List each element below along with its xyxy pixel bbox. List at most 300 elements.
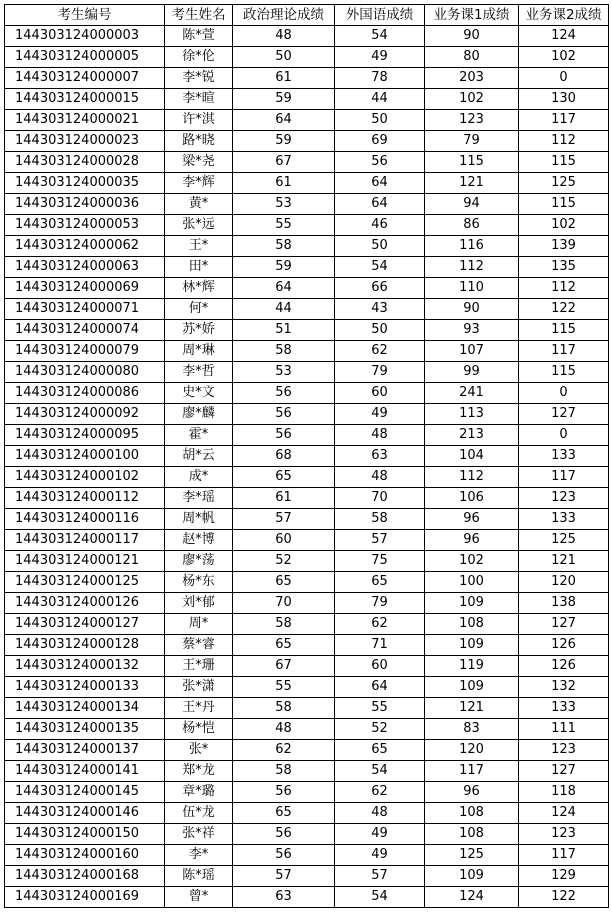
subject1-score-cell: 121 [425, 173, 519, 194]
subject1-score-cell: 83 [425, 719, 519, 740]
candidate-name-cell: 张*祥 [165, 824, 233, 845]
candidate-name-cell: 苏*娇 [165, 320, 233, 341]
table-row [5, 131, 609, 152]
foreign-language-score-cell: 62 [335, 782, 425, 803]
subject1-score-cell: 96 [425, 509, 519, 530]
subject1-score-cell: 96 [425, 782, 519, 803]
politics-score-cell: 67 [233, 656, 335, 677]
candidate-id-cell: 144303124000141 [5, 761, 165, 782]
table-row [5, 236, 609, 257]
table-row [5, 467, 609, 488]
candidate-name-cell: 蔡*睿 [165, 635, 233, 656]
candidate-name-cell: 李*哲 [165, 362, 233, 383]
subject2-score-cell: 117 [519, 110, 609, 131]
table-row [5, 551, 609, 572]
table-row [5, 341, 609, 362]
subject2-score-cell: 117 [519, 845, 609, 866]
candidate-id-cell: 144303124000028 [5, 152, 165, 173]
politics-score-cell: 63 [233, 887, 335, 908]
politics-score-cell: 58 [233, 698, 335, 719]
politics-score-cell: 59 [233, 131, 335, 152]
subject2-score-cell: 123 [519, 824, 609, 845]
subject2-score-cell: 117 [519, 467, 609, 488]
politics-score-cell: 58 [233, 236, 335, 257]
table-row [5, 782, 609, 803]
subject2-score-cell: 139 [519, 236, 609, 257]
table-row [5, 824, 609, 845]
subject1-score-cell: 90 [425, 26, 519, 47]
candidate-name-cell: 路*晓 [165, 131, 233, 152]
subject1-score-cell: 109 [425, 866, 519, 887]
subject1-score-cell: 121 [425, 698, 519, 719]
candidate-id-cell: 144303124000080 [5, 362, 165, 383]
candidate-id-cell: 144303124000053 [5, 215, 165, 236]
subject2-score-cell: 133 [519, 509, 609, 530]
table-row [5, 278, 609, 299]
foreign-language-score-cell: 64 [335, 677, 425, 698]
politics-score-cell: 61 [233, 68, 335, 89]
foreign-language-score-cell: 65 [335, 740, 425, 761]
table-row [5, 257, 609, 278]
candidate-id-cell: 144303124000102 [5, 467, 165, 488]
subject2-score-cell: 115 [519, 194, 609, 215]
candidate-id-cell: 144303124000160 [5, 845, 165, 866]
table-row [5, 320, 609, 341]
candidate-name-cell: 杨*恺 [165, 719, 233, 740]
subject2-score-cell: 118 [519, 782, 609, 803]
subject1-score-cell: 115 [425, 152, 519, 173]
subject2-score-cell: 115 [519, 152, 609, 173]
table-row [5, 635, 609, 656]
candidate-name-cell: 霍* [165, 425, 233, 446]
candidate-id-cell: 144303124000121 [5, 551, 165, 572]
politics-score-cell: 64 [233, 278, 335, 299]
table-row [5, 383, 609, 404]
subject1-score-cell: 104 [425, 446, 519, 467]
subject1-score-cell: 110 [425, 278, 519, 299]
subject1-score-cell: 109 [425, 677, 519, 698]
table-row [5, 866, 609, 887]
politics-score-cell: 70 [233, 593, 335, 614]
subject2-score-cell: 111 [519, 719, 609, 740]
subject1-score-cell: 108 [425, 824, 519, 845]
foreign-language-score-cell: 62 [335, 614, 425, 635]
politics-score-cell: 60 [233, 530, 335, 551]
foreign-language-score-cell: 49 [335, 404, 425, 425]
subject2-score-cell: 126 [519, 635, 609, 656]
table-row [5, 194, 609, 215]
subject2-score-cell: 112 [519, 131, 609, 152]
subject1-score-cell: 108 [425, 614, 519, 635]
candidate-id-cell: 144303124000100 [5, 446, 165, 467]
column-header-subject1-score: 业务课1成绩 [425, 5, 519, 26]
politics-score-cell: 56 [233, 404, 335, 425]
table-row [5, 719, 609, 740]
foreign-language-score-cell: 54 [335, 26, 425, 47]
candidate-name-cell: 陈*萱 [165, 26, 233, 47]
foreign-language-score-cell: 48 [335, 467, 425, 488]
foreign-language-score-cell: 43 [335, 299, 425, 320]
subject2-score-cell: 115 [519, 362, 609, 383]
subject2-score-cell: 122 [519, 887, 609, 908]
candidate-name-cell: 杨*东 [165, 572, 233, 593]
subject1-score-cell: 99 [425, 362, 519, 383]
subject2-score-cell: 102 [519, 47, 609, 68]
table-row [5, 572, 609, 593]
candidate-name-cell: 曾* [165, 887, 233, 908]
candidate-name-cell: 徐*伦 [165, 47, 233, 68]
politics-score-cell: 61 [233, 173, 335, 194]
foreign-language-score-cell: 56 [335, 152, 425, 173]
subject1-score-cell: 102 [425, 551, 519, 572]
politics-score-cell: 53 [233, 194, 335, 215]
politics-score-cell: 48 [233, 719, 335, 740]
foreign-language-score-cell: 48 [335, 425, 425, 446]
candidate-id-cell: 144303124000128 [5, 635, 165, 656]
table-row [5, 614, 609, 635]
candidate-id-cell: 144303124000168 [5, 866, 165, 887]
subject1-score-cell: 119 [425, 656, 519, 677]
candidate-id-cell: 144303124000021 [5, 110, 165, 131]
politics-score-cell: 65 [233, 635, 335, 656]
candidate-id-cell: 144303124000135 [5, 719, 165, 740]
candidate-id-cell: 144303124000145 [5, 782, 165, 803]
candidate-id-cell: 144303124000134 [5, 698, 165, 719]
subject1-score-cell: 100 [425, 572, 519, 593]
subject2-score-cell: 117 [519, 341, 609, 362]
subject1-score-cell: 112 [425, 467, 519, 488]
candidate-name-cell: 章*璐 [165, 782, 233, 803]
subject2-score-cell: 125 [519, 173, 609, 194]
candidate-name-cell: 张*远 [165, 215, 233, 236]
foreign-language-score-cell: 64 [335, 173, 425, 194]
candidate-name-cell: 伍*龙 [165, 803, 233, 824]
politics-score-cell: 65 [233, 572, 335, 593]
subject2-score-cell: 127 [519, 614, 609, 635]
candidate-name-cell: 廖*麟 [165, 404, 233, 425]
politics-score-cell: 50 [233, 47, 335, 68]
candidate-name-cell: 林*辉 [165, 278, 233, 299]
foreign-language-score-cell: 54 [335, 257, 425, 278]
politics-score-cell: 68 [233, 446, 335, 467]
foreign-language-score-cell: 48 [335, 803, 425, 824]
foreign-language-score-cell: 50 [335, 236, 425, 257]
subject1-score-cell: 86 [425, 215, 519, 236]
table-row [5, 446, 609, 467]
score-table-body [5, 26, 609, 908]
subject1-score-cell: 90 [425, 299, 519, 320]
table-row [5, 761, 609, 782]
subject2-score-cell: 135 [519, 257, 609, 278]
subject2-score-cell: 112 [519, 278, 609, 299]
header-row [5, 5, 609, 26]
candidate-name-cell: 郑*龙 [165, 761, 233, 782]
subject1-score-cell: 93 [425, 320, 519, 341]
table-row [5, 677, 609, 698]
candidate-id-cell: 144303124000127 [5, 614, 165, 635]
subject1-score-cell: 107 [425, 341, 519, 362]
candidate-name-cell: 周*琳 [165, 341, 233, 362]
politics-score-cell: 64 [233, 110, 335, 131]
foreign-language-score-cell: 49 [335, 47, 425, 68]
subject1-score-cell: 109 [425, 635, 519, 656]
score-table [4, 4, 609, 908]
politics-score-cell: 56 [233, 425, 335, 446]
candidate-id-cell: 144303124000117 [5, 530, 165, 551]
subject1-score-cell: 94 [425, 194, 519, 215]
politics-score-cell: 65 [233, 803, 335, 824]
candidate-id-cell: 144303124000092 [5, 404, 165, 425]
subject1-score-cell: 116 [425, 236, 519, 257]
candidate-name-cell: 李*辉 [165, 173, 233, 194]
politics-score-cell: 56 [233, 824, 335, 845]
politics-score-cell: 51 [233, 320, 335, 341]
subject1-score-cell: 124 [425, 887, 519, 908]
table-row [5, 593, 609, 614]
foreign-language-score-cell: 52 [335, 719, 425, 740]
foreign-language-score-cell: 50 [335, 320, 425, 341]
subject1-score-cell: 117 [425, 761, 519, 782]
politics-score-cell: 58 [233, 761, 335, 782]
candidate-name-cell: 廖*荡 [165, 551, 233, 572]
candidate-name-cell: 史*文 [165, 383, 233, 404]
candidate-id-cell: 144303124000071 [5, 299, 165, 320]
candidate-id-cell: 144303124000126 [5, 593, 165, 614]
subject1-score-cell: 79 [425, 131, 519, 152]
subject2-score-cell: 138 [519, 593, 609, 614]
candidate-id-cell: 144303124000062 [5, 236, 165, 257]
candidate-name-cell: 田* [165, 257, 233, 278]
candidate-id-cell: 144303124000036 [5, 194, 165, 215]
column-header-candidate-id: 考生编号 [5, 5, 165, 26]
table-row [5, 845, 609, 866]
subject1-score-cell: 108 [425, 803, 519, 824]
candidate-name-cell: 黄* [165, 194, 233, 215]
table-row [5, 47, 609, 68]
politics-score-cell: 55 [233, 677, 335, 698]
candidate-name-cell: 王*丹 [165, 698, 233, 719]
foreign-language-score-cell: 64 [335, 194, 425, 215]
candidate-name-cell: 张* [165, 740, 233, 761]
candidate-name-cell: 赵*博 [165, 530, 233, 551]
subject2-score-cell: 123 [519, 740, 609, 761]
foreign-language-score-cell: 54 [335, 887, 425, 908]
subject2-score-cell: 120 [519, 572, 609, 593]
candidate-id-cell: 144303124000023 [5, 131, 165, 152]
foreign-language-score-cell: 70 [335, 488, 425, 509]
subject2-score-cell: 121 [519, 551, 609, 572]
politics-score-cell: 59 [233, 89, 335, 110]
politics-score-cell: 62 [233, 740, 335, 761]
subject1-score-cell: 125 [425, 845, 519, 866]
candidate-id-cell: 144303124000116 [5, 509, 165, 530]
politics-score-cell: 48 [233, 26, 335, 47]
candidate-id-cell: 144303124000069 [5, 278, 165, 299]
table-row [5, 509, 609, 530]
candidate-name-cell: 何* [165, 299, 233, 320]
candidate-id-cell: 144303124000125 [5, 572, 165, 593]
subject2-score-cell: 0 [519, 68, 609, 89]
table-row [5, 803, 609, 824]
candidate-id-cell: 144303124000146 [5, 803, 165, 824]
foreign-language-score-cell: 49 [335, 845, 425, 866]
subject1-score-cell: 213 [425, 425, 519, 446]
subject2-score-cell: 123 [519, 488, 609, 509]
foreign-language-score-cell: 78 [335, 68, 425, 89]
foreign-language-score-cell: 57 [335, 866, 425, 887]
foreign-language-score-cell: 57 [335, 530, 425, 551]
subject2-score-cell: 127 [519, 404, 609, 425]
foreign-language-score-cell: 63 [335, 446, 425, 467]
foreign-language-score-cell: 55 [335, 698, 425, 719]
candidate-name-cell: 李* [165, 845, 233, 866]
foreign-language-score-cell: 58 [335, 509, 425, 530]
candidate-id-cell: 144303124000005 [5, 47, 165, 68]
candidate-id-cell: 144303124000137 [5, 740, 165, 761]
subject2-score-cell: 126 [519, 656, 609, 677]
foreign-language-score-cell: 44 [335, 89, 425, 110]
foreign-language-score-cell: 79 [335, 362, 425, 383]
subject1-score-cell: 109 [425, 593, 519, 614]
table-row [5, 215, 609, 236]
candidate-id-cell: 144303124000063 [5, 257, 165, 278]
foreign-language-score-cell: 54 [335, 761, 425, 782]
table-row [5, 488, 609, 509]
candidate-name-cell: 周*帆 [165, 509, 233, 530]
subject1-score-cell: 241 [425, 383, 519, 404]
foreign-language-score-cell: 62 [335, 341, 425, 362]
candidate-id-cell: 144303124000003 [5, 26, 165, 47]
candidate-name-cell: 王*珊 [165, 656, 233, 677]
table-row [5, 173, 609, 194]
politics-score-cell: 57 [233, 866, 335, 887]
candidate-id-cell: 144303124000074 [5, 320, 165, 341]
candidate-name-cell: 李*暄 [165, 89, 233, 110]
column-header-subject2-score: 业务课2成绩 [519, 5, 609, 26]
subject2-score-cell: 129 [519, 866, 609, 887]
candidate-id-cell: 144303124000112 [5, 488, 165, 509]
candidate-id-cell: 144303124000133 [5, 677, 165, 698]
candidate-id-cell: 144303124000035 [5, 173, 165, 194]
table-row [5, 299, 609, 320]
subject2-score-cell: 132 [519, 677, 609, 698]
subject2-score-cell: 102 [519, 215, 609, 236]
subject2-score-cell: 125 [519, 530, 609, 551]
candidate-id-cell: 144303124000007 [5, 68, 165, 89]
column-header-politics-score: 政治理论成绩 [233, 5, 335, 26]
candidate-id-cell: 144303124000095 [5, 425, 165, 446]
table-row [5, 89, 609, 110]
candidate-name-cell: 李*瑶 [165, 488, 233, 509]
foreign-language-score-cell: 71 [335, 635, 425, 656]
foreign-language-score-cell: 69 [335, 131, 425, 152]
table-row [5, 26, 609, 47]
candidate-name-cell: 李*锐 [165, 68, 233, 89]
table-row [5, 740, 609, 761]
candidate-id-cell: 144303124000086 [5, 383, 165, 404]
politics-score-cell: 67 [233, 152, 335, 173]
politics-score-cell: 55 [233, 215, 335, 236]
candidate-name-cell: 成* [165, 467, 233, 488]
subject2-score-cell: 124 [519, 26, 609, 47]
politics-score-cell: 53 [233, 362, 335, 383]
subject1-score-cell: 106 [425, 488, 519, 509]
candidate-id-cell: 144303124000169 [5, 887, 165, 908]
foreign-language-score-cell: 65 [335, 572, 425, 593]
candidate-name-cell: 张*潇 [165, 677, 233, 698]
politics-score-cell: 58 [233, 341, 335, 362]
candidate-name-cell: 梁*尧 [165, 152, 233, 173]
subject1-score-cell: 120 [425, 740, 519, 761]
table-row [5, 152, 609, 173]
politics-score-cell: 61 [233, 488, 335, 509]
politics-score-cell: 56 [233, 845, 335, 866]
candidate-name-cell: 陈*瑶 [165, 866, 233, 887]
table-row [5, 68, 609, 89]
subject2-score-cell: 0 [519, 383, 609, 404]
subject2-score-cell: 115 [519, 320, 609, 341]
politics-score-cell: 44 [233, 299, 335, 320]
politics-score-cell: 57 [233, 509, 335, 530]
foreign-language-score-cell: 46 [335, 215, 425, 236]
subject2-score-cell: 130 [519, 89, 609, 110]
table-row [5, 404, 609, 425]
candidate-name-cell: 周* [165, 614, 233, 635]
politics-score-cell: 56 [233, 383, 335, 404]
politics-score-cell: 59 [233, 257, 335, 278]
foreign-language-score-cell: 50 [335, 110, 425, 131]
politics-score-cell: 58 [233, 614, 335, 635]
candidate-name-cell: 胡*云 [165, 446, 233, 467]
candidate-id-cell: 144303124000015 [5, 89, 165, 110]
candidate-name-cell: 许*淇 [165, 110, 233, 131]
politics-score-cell: 65 [233, 467, 335, 488]
subject1-score-cell: 96 [425, 530, 519, 551]
table-row [5, 887, 609, 908]
foreign-language-score-cell: 60 [335, 383, 425, 404]
table-row [5, 530, 609, 551]
candidate-id-cell: 144303124000132 [5, 656, 165, 677]
subject1-score-cell: 112 [425, 257, 519, 278]
candidate-id-cell: 144303124000079 [5, 341, 165, 362]
subject1-score-cell: 113 [425, 404, 519, 425]
subject1-score-cell: 203 [425, 68, 519, 89]
candidate-name-cell: 刘*郁 [165, 593, 233, 614]
subject2-score-cell: 127 [519, 761, 609, 782]
column-header-candidate-name: 考生姓名 [165, 5, 233, 26]
subject1-score-cell: 123 [425, 110, 519, 131]
politics-score-cell: 56 [233, 782, 335, 803]
table-row [5, 656, 609, 677]
table-row [5, 362, 609, 383]
foreign-language-score-cell: 49 [335, 824, 425, 845]
foreign-language-score-cell: 75 [335, 551, 425, 572]
foreign-language-score-cell: 79 [335, 593, 425, 614]
foreign-language-score-cell: 60 [335, 656, 425, 677]
subject2-score-cell: 0 [519, 425, 609, 446]
table-row [5, 698, 609, 719]
subject2-score-cell: 124 [519, 803, 609, 824]
candidate-name-cell: 王* [165, 236, 233, 257]
foreign-language-score-cell: 66 [335, 278, 425, 299]
subject2-score-cell: 133 [519, 446, 609, 467]
candidate-id-cell: 144303124000150 [5, 824, 165, 845]
subject2-score-cell: 122 [519, 299, 609, 320]
subject2-score-cell: 133 [519, 698, 609, 719]
column-header-foreign-language-score: 外国语成绩 [335, 5, 425, 26]
table-row [5, 110, 609, 131]
politics-score-cell: 52 [233, 551, 335, 572]
